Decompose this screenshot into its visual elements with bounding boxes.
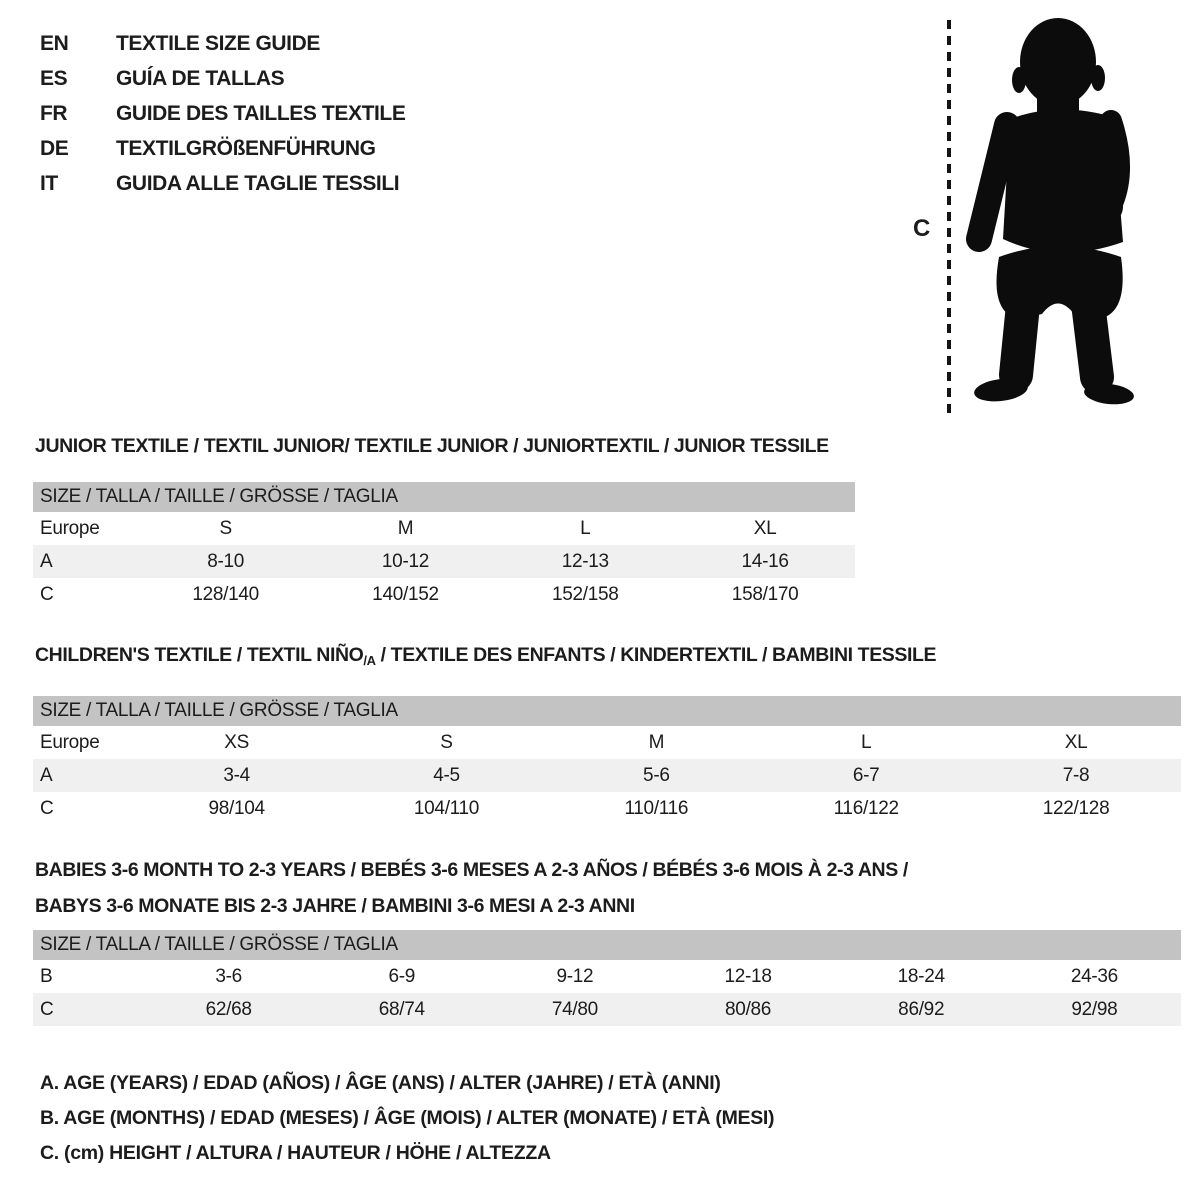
cell: M [648, 731, 665, 753]
cell: 14-16 [675, 545, 855, 578]
cell: 12-18 [724, 965, 772, 987]
cell: 12-13 [495, 545, 675, 578]
children-title-rest: / TEXTILE DES ENFANTS / KINDERTEXTIL / BAMBINI TESSILE [375, 644, 937, 666]
table-row-age-years [33, 545, 855, 578]
lang-code: EN [40, 31, 69, 55]
height-measure-label: C [913, 215, 931, 242]
cell: 86/92 [835, 993, 1008, 1026]
lang-code: IT [40, 171, 58, 195]
size-header-row [33, 696, 1181, 726]
table-row-age-years [33, 759, 1181, 792]
table-row-europe [33, 512, 855, 545]
cell: 74/80 [488, 993, 661, 1026]
cell: 6-9 [388, 965, 416, 987]
cell: XS [224, 731, 250, 753]
baby-ear-left [1012, 67, 1026, 93]
lang-code: ES [40, 66, 68, 90]
cell: 128/140 [192, 583, 259, 605]
cell: 18-24 [897, 965, 945, 987]
cell: 110/116 [624, 797, 689, 819]
height-measure-dashed-line [947, 20, 951, 418]
children-title-subscript: /A [363, 653, 376, 668]
row-label: C [40, 583, 54, 605]
cell: 3-6 [215, 965, 242, 987]
lang-row-de [40, 131, 405, 166]
row-label: A [33, 759, 132, 792]
cell: 4-5 [342, 759, 552, 792]
table-row-age-months [33, 960, 1181, 993]
baby-leg-right [1087, 295, 1097, 377]
cell: 24-36 [1070, 965, 1118, 987]
baby-head [1020, 18, 1096, 106]
cell: 3-4 [132, 759, 342, 792]
lang-title: TEXTILE SIZE GUIDE [116, 31, 320, 55]
babies-size-table [33, 930, 1181, 1026]
cell: 62/68 [142, 993, 315, 1026]
size-header-cell: SIZE / TALLA / TAILLE / GRÖSSE / TAGLIA [33, 696, 1181, 726]
legend-line-b: B. AGE (MONTHS) / EDAD (MESES) / ÂGE (MOIS) / ALTER (MONATE) / ETÀ (MESI) [40, 1107, 775, 1129]
size-header-cell: SIZE / TALLA / TAILLE / GRÖSSE / TAGLIA [33, 930, 1181, 960]
lang-code: FR [40, 101, 68, 125]
table-row-europe [33, 726, 1181, 759]
cell: 7-8 [971, 759, 1181, 792]
cell: 92/98 [1008, 993, 1181, 1026]
lang-code: DE [40, 136, 69, 160]
cell: 68/74 [315, 993, 488, 1026]
children-size-table [33, 696, 1181, 825]
cell: 10-12 [316, 545, 496, 578]
legend-line-c: C. (cm) HEIGHT / ALTURA / HAUTEUR / HÖHE / ALTEZZA [40, 1142, 551, 1164]
cell: 104/110 [413, 797, 480, 819]
cell: 9-12 [556, 965, 594, 987]
size-header-row [33, 930, 1181, 960]
cell: XL [753, 517, 777, 539]
lang-title: GUÍA DE TALLAS [116, 66, 285, 90]
babies-title-line1: BABIES 3-6 MONTH TO 2-3 YEARS / BEBÉS 3-6 MESES A 2-3 AÑOS / BÉBÉS 3-6 MOIS À 2-3 ANS / [35, 859, 908, 881]
row-label: C [33, 993, 142, 1026]
baby-leg-left [1016, 295, 1024, 375]
lang-row-it [40, 166, 405, 201]
table-row-height-cm [33, 578, 855, 611]
babies-title-line2: BABYS 3-6 MONATE BIS 2-3 JAHRE / BAMBINI 3-6 MESI A 2-3 ANNI [35, 895, 635, 917]
baby-arm-right [1111, 121, 1119, 201]
table-row-height-cm [33, 792, 1181, 825]
cell: 80/86 [661, 993, 834, 1026]
cell: 152/158 [551, 583, 619, 605]
row-label: Europe [40, 731, 100, 753]
cell: 122/128 [1042, 797, 1110, 819]
legend-line-a: A. AGE (YEARS) / EDAD (AÑOS) / ÂGE (ANS) / ALTER (JAHRE) / ETÀ (ANNI) [40, 1072, 721, 1094]
language-header [40, 26, 405, 201]
junior-size-table [33, 482, 855, 611]
babies-section [33, 852, 1181, 1026]
row-label: C [40, 797, 54, 819]
lang-title: GUIDA ALLE TAGLIE TESSILI [116, 171, 400, 195]
lang-row-es [40, 61, 405, 96]
cell: M [397, 517, 414, 539]
children-title-main: CHILDREN'S TEXTILE / TEXTIL NIÑO [35, 644, 364, 666]
children-section [33, 645, 1181, 825]
cell: 140/152 [372, 583, 439, 605]
lang-row-en [40, 26, 405, 61]
lang-title: GUIDE DES TAILLES TEXTILE [116, 101, 406, 125]
size-header-row [33, 482, 855, 512]
cell: 158/170 [731, 583, 799, 605]
cell: S [440, 731, 453, 753]
lang-row-fr [40, 96, 405, 131]
table-row-height-cm [33, 993, 1181, 1026]
lang-title: TEXTILGRÖßENFÜHRUNG [116, 136, 376, 160]
junior-section-title: JUNIOR TEXTILE / TEXTIL JUNIOR/ TEXTILE JUNIOR / JUNIORTEXTIL / JUNIOR TESSILE [35, 435, 829, 457]
cell: 116/122 [833, 797, 899, 819]
row-label: B [40, 965, 53, 987]
baby-silhouette [963, 17, 1135, 413]
row-label: Europe [40, 517, 100, 539]
junior-section [33, 436, 855, 611]
cell: L [861, 731, 872, 753]
cell: 8-10 [136, 545, 316, 578]
cell: S [219, 517, 232, 539]
baby-arm-left [979, 125, 1007, 239]
cell: XL [1064, 731, 1088, 753]
cell: 98/104 [208, 797, 265, 819]
cell: 6-7 [761, 759, 971, 792]
cell: 5-6 [551, 759, 761, 792]
size-header-cell: SIZE / TALLA / TAILLE / GRÖSSE / TAGLIA [33, 482, 855, 512]
babies-section-title [33, 852, 1181, 924]
cell: L [580, 517, 591, 539]
baby-ear-right [1091, 65, 1105, 91]
children-section-title [33, 645, 1181, 671]
row-label: A [33, 545, 136, 578]
legend [40, 1066, 774, 1171]
